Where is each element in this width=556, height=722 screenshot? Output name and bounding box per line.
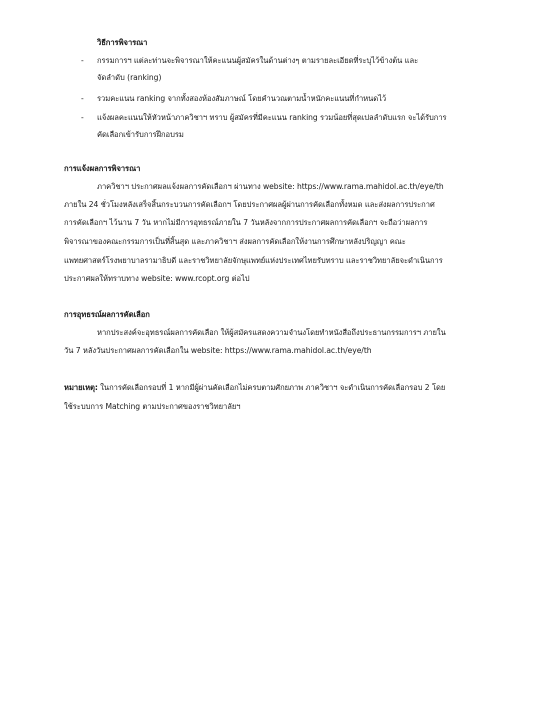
announcement-heading: การแจ้งผลการพิจารณา — [64, 164, 141, 173]
criteria-heading: วิธีการพิจารณา — [97, 38, 148, 47]
criteria-item-1-line-1: กรรมการฯ แต่ละท่านจะพิจารณาให้คะแนนผู้สมัครในด้านต่างๆ ตามรายละเอียดที่ระบุไว้ข้างต้น และ — [97, 56, 419, 65]
appeal-line-1: หากประสงค์จะอุทธรณ์ผลการคัดเลือก ให้ผู้สมัครแสดงความจำนงโดยทำหนังสือถึงประธานกรรมการฯ ภายใน — [97, 328, 446, 337]
note-label: หมายเหตุ: — [64, 383, 98, 392]
criteria-item-2-line-1: รวมคะแนน ranking จากทั้งสองห้องสัมภาษณ์ โดยคำนวณตามน้ำหนักคะแนนที่กำหนดไว้ — [97, 94, 387, 103]
note-text-1: ในการคัดเลือกรอบที่ 1 หากมีผู้ผ่านคัดเลือกไม่ครบตามศักยภาพ ภาควิชาฯ จะดำเนินการคัดเลือกรอบ 2 โดย — [97, 383, 446, 392]
criteria-bullet-3: - — [81, 113, 84, 122]
criteria-item-3-line-1: แจ้งผลคะแนนให้หัวหน้าภาควิชาฯ ทราบ ผู้สมัครที่มีคะแนน ranking รวมน้อยที่สุดเปลลำดับแรก จะได้รับการ — [97, 113, 447, 122]
criteria-item-1-line-2: จัดลำดับ (ranking) — [97, 73, 162, 82]
criteria-item-3-line-2: คัดเลือกเข้ารับการฝึกอบรม — [97, 130, 184, 139]
note-line-1 — [64, 382, 445, 393]
note-line-2: ใช้ระบบการ Matching ตามประกาศของราชวิทยาลัยฯ — [64, 402, 241, 411]
announcement-line-3: การคัดเลือกฯ ไว้นาน 7 วัน หากไม่มีการอุทธรณ์ภายใน 7 วันหลังจากการประกาศผลการคัดเลือกฯ จะถือว่าผลการ — [64, 218, 428, 227]
announcement-line-4: พิจารณาของคณะกรรมการเป็นที่สิ้นสุด และภาควิชาฯ ส่งผลการคัดเลือกให้งานการศึกษาหลังปริญญา คณะ — [64, 237, 406, 246]
announcement-line-2: ภายใน 24 ชั่วโมงหลังเสร็จสิ้นกระบวนการคัดเลือกฯ โดยประกาศผลผู้ผ่านการคัดเลือกทั้งหมด และส่งผลการประกาศ — [64, 200, 435, 209]
criteria-bullet-1: - — [81, 56, 84, 65]
announcement-line-1: ภาควิชาฯ ประกาศผลแจ้งผลการคัดเลือกฯ ผ่านทาง website: https://www.rama.mahidol.ac.th/eye/th — [97, 182, 444, 191]
announcement-line-5: แพทยศาสตร์โรงพยาบาลรามาธิบดี และราชวิทยาลัยจักษุแพทย์แห่งประเทศไทยรับทราบ และราชวิทยาลัยจะดำเนินการ — [64, 256, 443, 265]
appeal-heading: การอุทธรณ์ผลการคัดเลือก — [64, 310, 150, 319]
appeal-line-2: วัน 7 หลังวันประกาศผลการคัดเลือกใน website: https://www.rama.mahidol.ac.th/eye/th — [64, 346, 372, 355]
announcement-line-6: ประกาศผลให้ทราบทาง website: www.rcopt.org ต่อไป — [64, 274, 250, 283]
criteria-bullet-2: - — [81, 94, 84, 103]
